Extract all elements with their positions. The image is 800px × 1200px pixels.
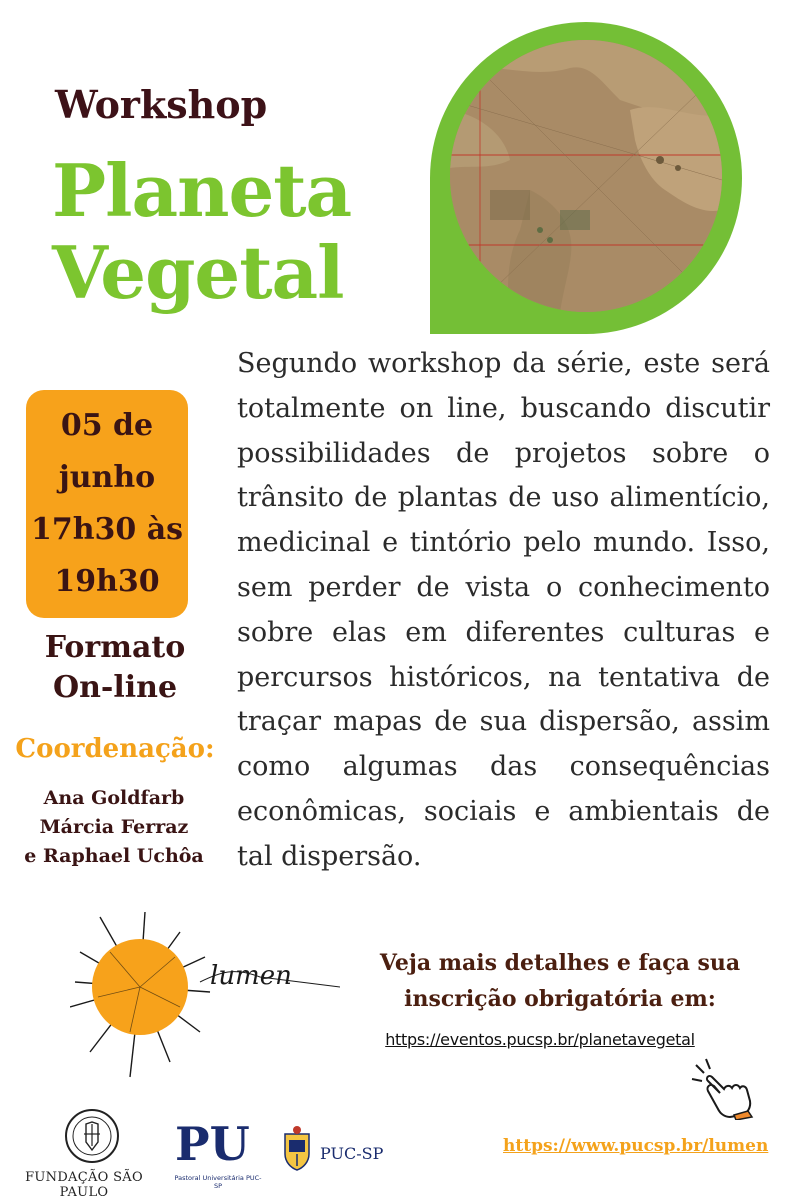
pointing-hand-icon (690, 1055, 760, 1120)
date-month: junho (58, 460, 156, 495)
cta-line-1: Veja mais detalhes e faça sua (379, 950, 741, 976)
puc-sp-crest-icon (279, 1124, 315, 1172)
fundacao-sao-paulo-label: FUNDAÇÃO SÃO PAULO (25, 1170, 143, 1200)
time-start: 17h30 às (30, 512, 184, 547)
format-line-1: Formato (44, 630, 186, 665)
antique-map-illustration (450, 40, 722, 312)
coordinator-name: Márcia Ferraz (39, 816, 189, 838)
format-line-2: On-line (52, 670, 178, 705)
coordinator-name: e Raphael Uchôa (24, 845, 204, 867)
pastoral-universitaria-label: Pastoral Universitária PUC-SP (174, 1174, 262, 1190)
lumen-link[interactable]: https://www.pucsp.br/lumen (503, 1136, 769, 1156)
time-end: 19h30 (54, 564, 160, 599)
coordination-title: Coordenação: (15, 734, 215, 764)
fundacao-sao-paulo-seal (64, 1108, 120, 1164)
antique-map-image (450, 40, 722, 312)
workshop-kicker: Workshop (55, 82, 268, 127)
sun-burst-icon (70, 912, 340, 1082)
cta-text (345, 945, 775, 1017)
format-label (20, 628, 210, 708)
event-link[interactable]: https://eventos.pucsp.br/planetavegetal (385, 1030, 695, 1049)
title-line-2: Vegetal (52, 230, 344, 315)
pastoral-universitaria-logo: PU (175, 1117, 250, 1171)
coordinator-name: Ana Goldfarb (43, 787, 185, 809)
event-description: Segundo workshop da série, este será totalmente on line, buscando discutir possibilidades de projetos sobre o trânsito de plantas de uso alimentício, medicinal e tintório pelo mundo. Isso, sem perder de vista o conhecimento sobre elas em diferentes culturas e percursos históricos, na tentativa de traçar mapas de sua dispersão, assim como algumas das consequências econômicas, sociais e ambientais de tal dispersão. (237, 348, 770, 872)
coordination-names (14, 784, 214, 871)
title-line-1: Planeta (52, 148, 352, 233)
puc-sp-label: PUC-SP (320, 1144, 384, 1163)
event-title (52, 150, 351, 314)
lumen-wordmark: lumen (210, 961, 292, 991)
lumen-logo (70, 912, 340, 1082)
date-day: 05 de (60, 408, 154, 443)
date-badge (26, 390, 188, 618)
cta-line-2: inscrição obrigatória em: (404, 986, 716, 1012)
